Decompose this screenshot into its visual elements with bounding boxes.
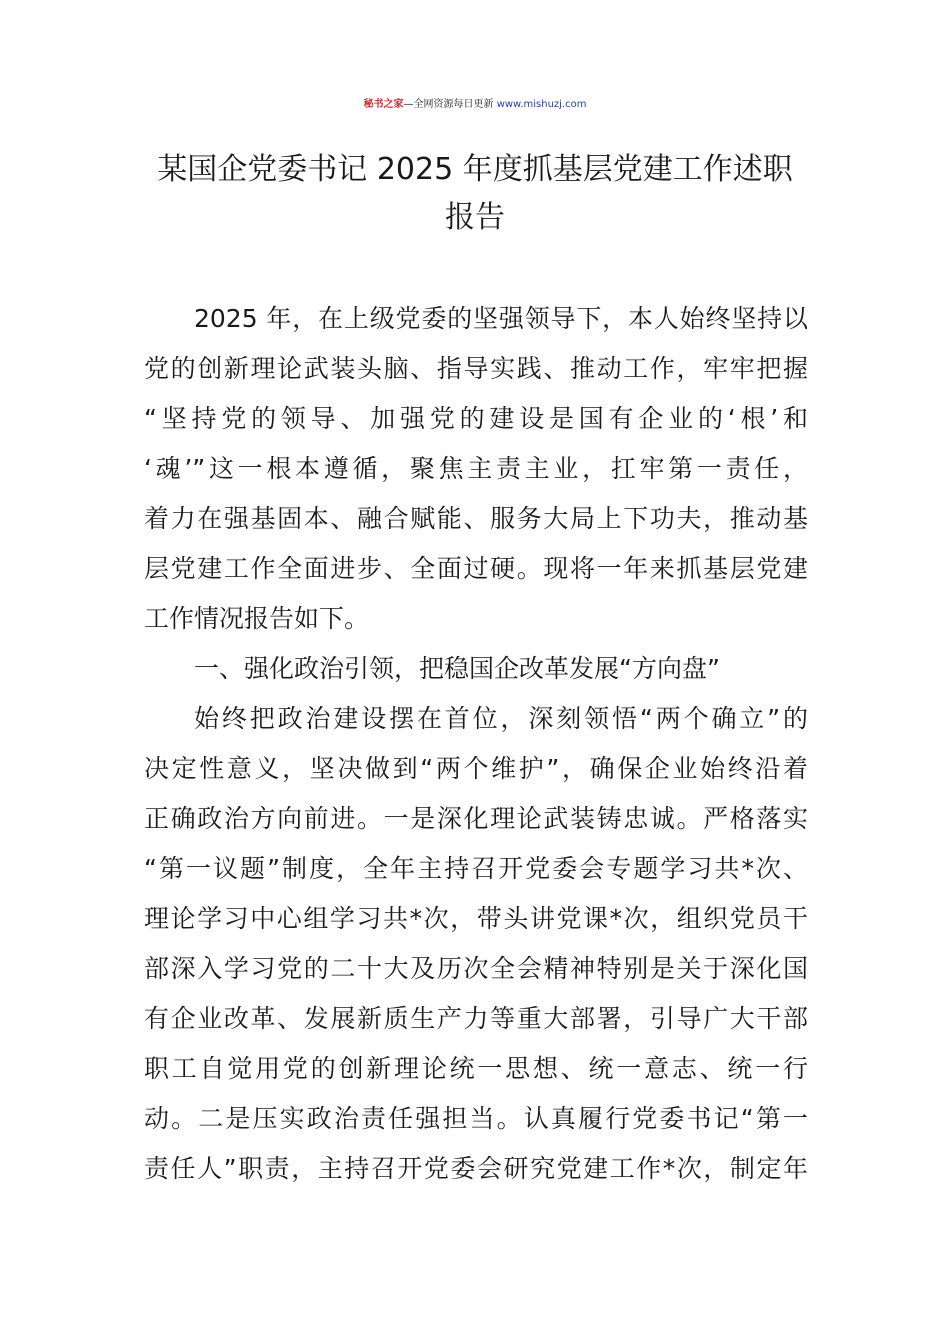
paragraph-line: “坚持党的领导、加强党的建设是国有企业的‘根’和 <box>144 404 808 433</box>
paragraph-line: 着力在强基固本、融合赋能、服务大局上下功夫，推动基 <box>144 504 808 533</box>
paragraph-line: ‘魂’”这一根本遵循，聚焦主责主业，扛牢第一责任， <box>144 454 808 483</box>
site-brand: 秘书之家 <box>363 99 404 110</box>
paragraph-line: “第一议题”制度，全年主持召开党委会专题学习共*次、 <box>144 854 808 883</box>
title-line-1: 某国企党委书记 2025 年度抓基层党建工作述职 <box>157 152 793 187</box>
paragraph-line: 始终把政治建设摆在首位，深刻领悟“两个确立”的 <box>194 704 808 733</box>
paragraph-line: 责任人”职责，主持召开党委会研究党建工作*次，制定年 <box>144 1154 808 1183</box>
paragraph-line: 2025 年，在上级党委的坚强领导下，本人始终坚持以 <box>194 304 808 333</box>
site-url-link[interactable]: www.mishuzj.com <box>496 99 587 110</box>
paragraph-line: 工作情况报告如下。 <box>144 604 370 633</box>
site-slogan: —全网资源每日更新 <box>403 99 497 110</box>
paragraph-line: 有企业改革、发展新质生产力等重大部署，引导广大干部 <box>144 1004 808 1033</box>
paragraph-line: 部深入学习党的二十大及历次全会精神特别是关于深化国 <box>144 954 808 983</box>
paragraph-line: 党的创新理论武装头脑、指导实践、推动工作，牢牢把握 <box>144 354 808 383</box>
site-banner <box>0 88 950 122</box>
document-title <box>130 146 820 242</box>
paragraph-line: 职工自觉用党的创新理论统一思想、统一意志、统一行 <box>144 1054 808 1083</box>
paragraph-line: 动。二是压实政治责任强担当。认真履行党委书记“第一 <box>144 1104 808 1133</box>
title-line-2: 报告 <box>445 200 505 235</box>
paragraph-line: 层党建工作全面进步、全面过硬。现将一年来抓基层党建 <box>144 554 808 583</box>
document-body <box>144 294 808 1194</box>
paragraph-line: 正确政治方向前进。一是深化理论武装铸忠诚。严格落实 <box>144 804 808 833</box>
paragraph-line: 决定性意义，坚决做到“两个维护”，确保企业始终沿着 <box>144 754 808 783</box>
paragraph-line: 理论学习中心组学习共*次，带头讲党课*次，组织党员干 <box>144 904 808 933</box>
section-heading: 一、强化政治引领，把稳国企改革发展“方向盘” <box>194 654 720 683</box>
